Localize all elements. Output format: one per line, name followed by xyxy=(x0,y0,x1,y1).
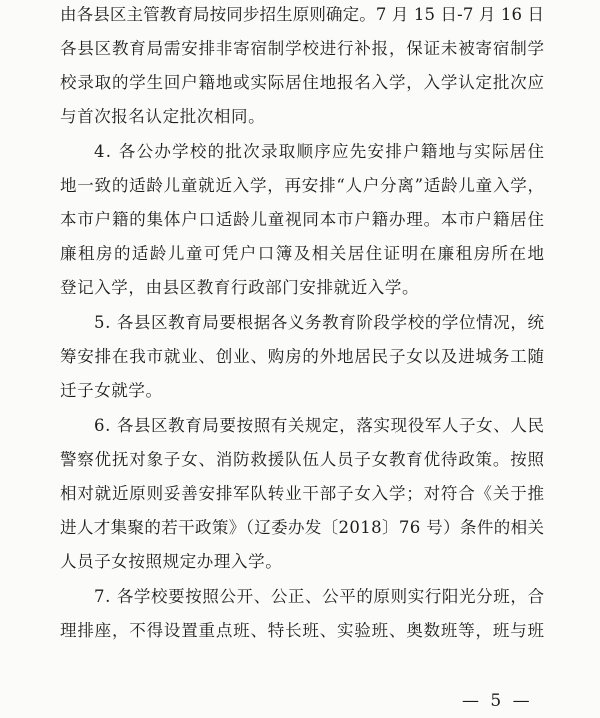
text-line-8: 廉租房的适龄儿童可凭户口簿及相关居住证明在廉租房所在地 xyxy=(60,244,546,263)
text-line-14: 警察优抚对象子女、消防救援队伍人员子女教育优待政策。按照 xyxy=(60,450,545,469)
text-line-16: 进人才集聚的若干政策》（辽委办发〔2018〕76 号）条件的相关 xyxy=(60,518,545,537)
text-line-5: 4. 各公办学校的批次录取顺序应先安排户籍地与实际居住 xyxy=(94,142,546,161)
text-line-15: 相对就近原则妥善安排军队转业干部子女入学；对符合《关于推 xyxy=(60,484,545,503)
text-line-18: 7. 各学校要按照公开、公正、公平的原则实行阳光分班，合 xyxy=(94,587,545,606)
text-line-7: 本市户籍的集体户口适龄儿童视同本市户籍办理。本市户籍居住 xyxy=(60,210,545,229)
text-line-2: 各县区教育局需安排非寄宿制学校进行补报，保证未被寄宿制学 xyxy=(60,39,545,58)
text-line-13: 6. 各县区教育局要按照有关规定，落实现役军人子女、人民 xyxy=(94,416,545,435)
text-line-3: 校录取的学生回户籍地或实际居住地报名入学，入学认定批次应 xyxy=(60,73,545,92)
text-line-1: 由各县区主管教育局按同步招生原则确定。7 月 15 日-7 月 16 日 xyxy=(60,5,545,24)
text-line-17: 人员子女按照规定办理入学。 xyxy=(60,552,283,571)
text-line-11: 筹安排在我市就业、创业、购房的外地居民子女以及进城务工随 xyxy=(60,347,545,366)
page-number: — 5 — xyxy=(462,691,533,711)
text-line-10: 5. 各县区教育局要根据各义务教育阶段学校的学位情况，统 xyxy=(94,313,545,332)
text-line-9: 登记入学，由县区教育行政部门安排就近入学。 xyxy=(60,278,420,297)
text-line-4: 与首次报名认定批次相同。 xyxy=(60,107,266,126)
text-line-12: 迁子女就学。 xyxy=(60,381,163,400)
text-line-19: 理排座，不得设置重点班、特长班、实验班、奥数班等，班与班 xyxy=(60,621,545,640)
text-line-6: 地一致的适龄儿童就近入学，再安排“人户分离”适龄儿童入学， xyxy=(60,176,545,195)
